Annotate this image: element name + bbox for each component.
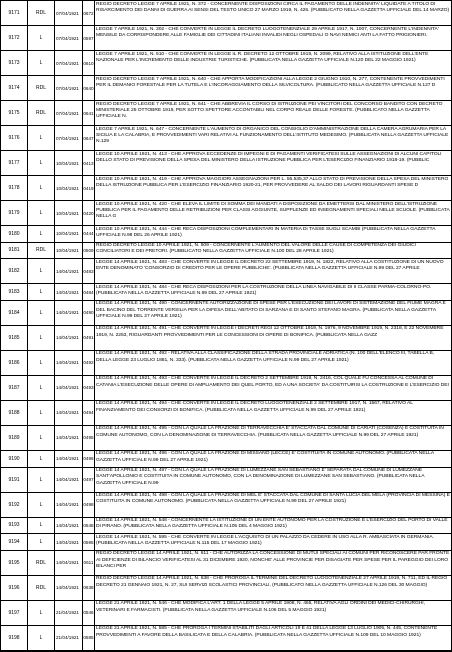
record-number: 9181 xyxy=(1,243,28,259)
table-row xyxy=(1,76,451,101)
record-number: 9177 xyxy=(1,151,28,175)
act-type: RDL xyxy=(28,551,55,575)
act-date: 14/04/1921 xyxy=(55,518,83,534)
table-row xyxy=(1,534,451,551)
act-number: 0494 xyxy=(83,401,95,425)
act-number: 0498 xyxy=(83,493,95,517)
act-type: L xyxy=(28,51,55,75)
act-number: 0585 xyxy=(83,626,95,650)
act-number: 0491 xyxy=(83,326,95,350)
act-description: LEGGE 14 APRILE 1921, N. 484 - CHE RECA DISPOSIZIONI PER LA COSTRUZIONE DELLA LINEA NAVIGABILE DI II CLASSE PARMA-COLORNO-PO. (PUBBLICATA NELLA GAZZETTA UFFICIALE N.99 DEL 27 APRILE 1921) xyxy=(96,284,432,297)
act-number: 0509 xyxy=(83,243,95,259)
table-row xyxy=(1,468,451,493)
record-number: 9182 xyxy=(1,259,28,283)
act-type: L xyxy=(28,601,55,625)
act-type: L xyxy=(28,468,55,492)
act-number: 0495 xyxy=(83,426,95,450)
act-type: L xyxy=(28,326,55,350)
table-row xyxy=(1,51,451,76)
table-row xyxy=(1,401,451,426)
table-row xyxy=(1,551,451,576)
record-number: 9172 xyxy=(1,26,28,50)
table-row xyxy=(1,426,451,451)
act-description: LEGGE 14 APRILE 1921, N. 490 - CONCERNENTE AUTORIZZAZIONE DI SPESE PER L'ESECUZIONE DEI LAVORI DI SISTEMAZIONE DEL FIUME MAGRA E DEL BACINO DEL TORRENTE VERSILIA PER LA DIFESA DELL'ABITATO DI SARZANA E DI SANTO STEFANO MAGRA. (PUBBLICATA NELLA GAZZETTA UFFICIALE N.99 DEL 27 APRILE 1921) xyxy=(96,301,446,320)
record-number: 9187 xyxy=(1,376,28,400)
act-number: 0597 xyxy=(83,26,95,50)
act-type: L xyxy=(28,376,55,400)
act-number: 0641 xyxy=(83,101,95,125)
act-number: 0492 xyxy=(83,351,95,375)
table-row xyxy=(1,351,451,376)
act-number: 0419 xyxy=(83,176,95,200)
record-number: 9180 xyxy=(1,226,28,242)
record-number: 9194 xyxy=(1,534,28,550)
act-description: LEGGE 14 APRILE 1921, N. 595 - CHE CONVERTE IN LEGGE L'ACQUISTO DI UN PALAZZO DA CEDERE IN USO ALLA R. AMBASCIATA IN GERMANIA. (PUBBLICATA NELLA GAZZETTA UFFICIALE N.115 DEL 17 MAGGIO 1921) xyxy=(96,534,434,547)
table-row xyxy=(1,26,451,51)
act-number: 0647 xyxy=(83,126,95,150)
act-description: REGIO DECRETO LEGGE 14 APRILE 1921, N. 611 - CHE AUTORIZZA LA CONCESSIONE DI MUTUI SPECIALI AI COMUNI PER RICONOSCERE PAR FRONTE AI DEFICIENZE DI BILANCIO VERIFICATESI AL 31 DICEMBRE 1920, NONCHE' ALLE PROVINCIE PER DISAGIATE PER SPESE PER IL PAREGGIO DEI LORO BILANCI PER xyxy=(96,551,450,570)
record-number: 9192 xyxy=(1,493,28,517)
act-date: 14/04/1921 xyxy=(55,301,83,325)
act-description: LEGGE 14 APRILE 1921, N. 492 - RELATIVA ALLA CLASSIFICAZIONE DELLA STRADA PROVINCIALE ADRIATICA (N. 100 DELL'ELENCO III, TABELLA B, DELLA LEGGE 23 LUGLIO 1881, N. 333). (PUBBLICATA NELLA GAZZETTA UFFICIALE N.99 DEL 27 APRILE 1921) xyxy=(96,351,435,363)
act-description: LEGGE 21 APRILE 1921, N. 585 - CHE PROROGA I TERMINI STABILITI DAGLI ARTICOLI 19 E 41 DELLA LEGGE 13 LUGLIO 1905, N. 445, CONTENENTE PROVVEDIMENTI A FAVORE DELLA BASILICATA E DELLA CALABRIA. (PUBBLICATA NELLA GAZZETTA UFFICIALE N.109 DEL 10 MAGGIO 1921) xyxy=(96,626,438,638)
act-number: 0493 xyxy=(83,376,95,400)
record-number: 9186 xyxy=(1,351,28,375)
act-type: L xyxy=(28,284,55,300)
act-number: 0610 xyxy=(83,51,95,75)
act-type: L xyxy=(28,151,55,175)
table-row xyxy=(1,176,451,201)
act-description: LEGGE 14 APRILE 1921, N. 491 - CHE CONVERTE IN LEGGE I DECRETI REGI 12 OTTOBRE 1919, N. 1976, 9 NOVEMBRE 1919, N. 2318, E 22 NOVEMBRE 1919, N. 2253, RIGUARDANTI PROVVEDIMENTI PER LE CONCESSIONI DI OPERE DI BONIFICA. (PUBBLICATA NELLA GAZZ xyxy=(96,326,444,338)
table-row xyxy=(1,101,451,126)
act-description: LEGGE 14 APRILE 1921, N. 483 - CHE CONVERTE IN LEGGE IL DECRETO 22 SETTEMBRE 1919, N. 1822, RELATIVO ALLA COSTITUZIONE DI UN NUOVO ENTE DENOMINATO 'CONSORZIO DI CREDITO PER LE OPERE PUBBLICHE'. (PUBBLICATA NELLA GAZZETTA UFFICIALE N.99 DEL 27 APRILE xyxy=(96,259,444,272)
act-type: L xyxy=(28,351,55,375)
act-number: 0484 xyxy=(83,284,95,300)
act-description: REGIO DECRETO LEGGE 10 APRILE 1921, N. 509 - CONCERNENTE L'AUMENTO DEL VALORE DELLE CAUSE DI COMPETENZA DEI GIUDICI CONCILIATORI E DEI PRETORI. (PUBBLICATO NELLA GAZZETTA UFFICIALE N.100 DEL 28 APRILE 1921) xyxy=(96,243,416,255)
act-type: L xyxy=(28,126,55,150)
record-number: 9188 xyxy=(1,401,28,425)
act-date: 10/04/1921 xyxy=(55,201,83,225)
record-number: 9171 xyxy=(1,1,28,25)
record-number: 9183 xyxy=(1,284,28,300)
act-date: 14/04/1921 xyxy=(55,426,83,450)
act-date: 21/04/1921 xyxy=(55,601,83,625)
table-row xyxy=(1,576,451,601)
record-number: 9190 xyxy=(1,451,28,467)
act-number: 0420 xyxy=(83,201,95,225)
act-number: 0444 xyxy=(83,226,95,242)
act-date: 14/04/1921 xyxy=(55,551,83,575)
act-type: L xyxy=(28,426,55,450)
table-row xyxy=(1,151,451,176)
act-description: LEGGE 10 APRILE 1921, N. 413 - CHE APPROVA ECCEDENZE DI IMPEGNI E DI PAGAMENTI VERIFICATESI SULLE ASSEGNAZIONI DI ALCUNI CAPITOLI DELLO STATO DI PREVISIONE DELLA SPESA DEL MINISTERO DELLA ISTRUZIONE PUBBLICA PER L'ESERCIZIO FINANZIARIO 1918-19. (PUBBLIC xyxy=(96,151,442,163)
table-row xyxy=(1,601,451,626)
act-number: 0611 xyxy=(83,551,95,575)
act-date: 14/04/1921 xyxy=(55,468,83,492)
record-number: 9179 xyxy=(1,201,28,225)
act-description: LEGGE 10 APRILE 1921, N. 419 - CHE APPROVA MAGGIORI ASSEGNAZIONI PER L. 55.535,37 ALLO STATO DI PREVISIONE DELLA SPESA DEL MINISTERO DELLA ISTRUZIONE PUBBLICA PER L'ESERCIZIO FINANZIARIO 1920-21, PER PROVVEDERE AL SALDO DEI LAVORI RIGUARDANTI SPESE D xyxy=(96,176,449,188)
act-type: L xyxy=(28,201,55,225)
act-description: REGIO DECRETO LEGGE 7 APRILE 1921, N. 641 - CHE ABBREVIA IL CORSO DI ISTRUZIONE PEI VINCITORI DEL CONCORSO BANDITO CON DECRETO MINISTERIALE 25 OTTOBRE 1919, PER SOTTO SPETTORE ACCONTABILI NEL CORPO REALE DELLE FORESTE. (PUBBLICATO NELLA GAZZETTA UFFICIALE N. xyxy=(96,101,443,120)
act-number: 0413 xyxy=(83,151,95,175)
act-description: LEGGE 14 APRILE 1921, N. 498 - CON LA QUALE LA FRAZIONE DI MEL E' STACCATA DAL COMUNE DI SANTA LUCIA DEL MELA (PROVINCIA DI MESSINA) E COSTITUITA IN COMUNE AUTONOMO. (PUBBLICATA NELLA GAZZETTA UFFICIALE N.99 DEL 27 APRILE 1921) xyxy=(96,493,450,505)
act-date: 10/04/1921 xyxy=(55,151,83,175)
act-number: 0548 xyxy=(83,518,95,534)
act-type: L xyxy=(28,26,55,50)
act-date: 14/04/1921 xyxy=(55,401,83,425)
act-description: REGIO DECRETO LEGGE 7 APRILE 1921, N. 372 - CONCERNENTE DISPOSIZIONI CIRCA IL PAGAMENTO DELLE INDENNITA' LIQUIDATE A TITOLO DI RISARCIMENTO DEI DANNI DI GUERRA AI SENSI DEL TESTO UNICO 27 MARZO 1919, N. 426. (PUBBLICATO NELLA GAZZETTA UFFICIALE DEL 14 MARZO) xyxy=(96,1,450,13)
act-date: 14/04/1921 xyxy=(55,576,83,600)
act-type: L xyxy=(28,626,55,650)
table-row xyxy=(1,201,451,226)
act-date: 07/04/1921 xyxy=(55,1,83,25)
act-date: 07/04/1921 xyxy=(55,76,83,100)
record-number: 9193 xyxy=(1,518,28,534)
act-type: L xyxy=(28,493,55,517)
act-date: 14/04/1921 xyxy=(55,326,83,350)
table-row xyxy=(1,226,451,243)
act-date: 07/04/1921 xyxy=(55,51,83,75)
act-type: RDL xyxy=(28,1,55,25)
act-description: REGIO DECRETO LEGGE 7 APRILE 1921, N. 640 - CHE APPORTA MODIFICAZIONI ALLA LEGGE 2 GIUGNO 1910, N. 277, CONTENENTE PROVVEDIMENTI PER IL DEMANIO FORESTALE PER LA TUTELA E L'INCORAGGIAMENTO DELLA SILVICOLTURA. (PUBBLICATO NELLA GAZZETTA UFFICIALE N.127 D xyxy=(96,76,445,88)
act-type: L xyxy=(28,401,55,425)
record-number: 9174 xyxy=(1,76,28,100)
act-description: LEGGE 14 APRILE 1921, N. 493 - CHE CONVERTE IN LEGGE IL DECRETO 2 SETTEMBRE 1919, N. 2416, COL QUALE FU CONCESSA AL COMUNE DI CATANIA L'ESECUZIONE DELLE OPERE DI AMPLIAMENTO DEI QUEL PORTO, ED A UNA SOCIETA' DA COSTITUIRSI LA COSTRUZIONE E L'ESERCIZIO DEI xyxy=(96,376,449,388)
act-description: LEGGE 10 APRILE 1921, N. 444 - CHE RECA DISPOSIZIONI COMPLEMENTARI IN MATERIA DI TASSE SUGLI SCAMBI (PUBBLICATA NELLA GAZZETTA UFFICIALE N.98 DEL 26 APRILE 1921) xyxy=(96,226,436,238)
act-description: LEGGE 14 APRILE 1921, N. 495 - CON LA QUALE LA FRAZIONE DI TERRAVECCHIA E' STACCATA DAL COMUNE DI CARIATI (COSENZA) E COSTITUITA IN COMUNE AUTONOMO, CON LA DENOMINAZIONE DI TERRAVECCHIA. (PUBBLICATA NELLA GAZZETTA UFFICIALE N.99 DEL 27 APRILE 1921) xyxy=(96,426,444,438)
table-row xyxy=(1,518,451,535)
act-description: LEGGE 7 APRILE 1921, N. 647 - CONCERNENTE L'AUMENTO DI ORGANICO DEL CONSIGLIO D'AMMINISTRAZIONE DELLA CAMERA AGRUMARIA PER LA SICILIA E LA CALABRIA, E PROVVEDIMENTI VARI RELATIVI AL FUNZIONAMENTO DELL'ISTITUTO MEDESIMO. (PUBBLICATA NELLA GAZZETTA UFFICIALE N.129 xyxy=(96,126,449,145)
act-description: LEGGE 14 APRILE 1921, N. 496 - CON LA QUALE LA FRAZIONE DI MISSANO (LECCE) E' COSTITUITA IN COMUNE AUTONOMO. (PUBBLICATA NELLA GAZZETTA UFFICIALE N.99 DEL 27 APRILE 1921) xyxy=(96,451,434,463)
act-description: LEGGE 14 APRILE 1921, N. 548 - CONCERNENTE LA ISTITUZIONE DI UN ENTE AUTONOMO PER LA COSTRUZIONE E L'ESERCIZIO DEL PORTO DI VALLE DI PIRANO. (PUBBLICATA NELLA GAZZETTA UFFICIALE N.105 DEL 4 MAGGIO 1921) xyxy=(96,518,448,530)
act-date: 21/04/1921 xyxy=(55,626,83,650)
table-row xyxy=(1,451,451,468)
table-row xyxy=(1,1,451,26)
act-type: RDL xyxy=(28,576,55,600)
act-number: 0496 xyxy=(83,451,95,467)
act-date: 07/04/1921 xyxy=(55,126,83,150)
act-type: L xyxy=(28,451,55,467)
table-row xyxy=(1,326,451,351)
act-date: 10/04/1921 xyxy=(55,243,83,259)
act-description: LEGGE 7 APRILE 1921, N. 510 - CHE CONVERTE IN LEGGE IL R. DECRETO 12 OTTOBRE 1919, N. 2099, RELATIVO ALLA ISTITUZIONE DELL'ENTE NAZIONALE PER L'INCREMENTO DELLE INDUSTRIE TURISTICHE. (PUBBLICATA NELLA GAZZETTA UFFICIALE N.120 DEL 22 MAGGIO 1921) xyxy=(96,51,429,63)
act-date: 14/04/1921 xyxy=(55,376,83,400)
act-type: L xyxy=(28,534,55,550)
act-date: 14/04/1921 xyxy=(55,351,83,375)
record-number: 9176 xyxy=(1,126,28,150)
act-description: LEGGE 10 APRILE 1921, N. 420 - CHE ELEVA IL LIMITE DI SOMMA DEI MANDATI A DISPOSIZIONE DA EMETTERSI DAL MINISTERO DELL'ISTRUZIONE PUBBLICA PER IL PAGAMENTO DELLE RETRIBUZIONI PER CLASSI AGGIUNTE, SUPPLENZE ED INSEGNAMENTI SPECIALI NELLE SCUOLE. (PUBBLICATA NELLA G xyxy=(96,201,450,220)
act-date: 14/04/1921 xyxy=(55,534,83,550)
table-row xyxy=(1,493,451,518)
act-date: 14/04/1921 xyxy=(55,284,83,300)
act-description: LEGGE 14 APRILE 1921, N. 497 - CON LA QUALE LA FRAZIONE DI LUMEZZANE SAN SEBASTIANO E' SEPARATA DAL COMUNE DI LUMEZZANE SANT'APOLLONIO E COSTITUITA IN COMUNE AUTONOMO, CON LA DENOMINAZIONE DI LUMEZZANE SAN SEBASTIANO. (PUBBLICATA NELLA GAZZETTA UFFICIALE N.99 xyxy=(96,468,425,486)
record-number: 9198 xyxy=(1,626,28,650)
table-row xyxy=(1,301,451,326)
record-number: 9197 xyxy=(1,601,28,625)
act-description: LEGGE 21 APRILE 1921, N. 546 - CHE MODIFICA L'ART. 1 DELLA LEGGE 5 APRILE 1908, N. 465, RELATIVA AGLI ORDINI DEI MEDICI-CHIRURGHI, VETERINARI E FARMACISTI. (PUBBLICATA NELLA GAZZETTA UFFICIALE N.106 DEL 5 MAGGIO 1921) xyxy=(96,601,425,613)
act-number: 0638 xyxy=(83,576,95,600)
act-description: LEGGE 7 APRILE 1921, N. 302 - CHE CONVERTE IN LEGGE IL DECRETO LUOGOTENENZIALE 29 APRILE 1917, N. 1007, CONCERNENTE L'INDENNITA' MENSILE DA CORRISPONDERE ALLE FAMIGLIE DEI CITTADINI ITALIANI INVALIDI NEGLI OSPEDALI O NAVI NEMICI ANTI LA FATTO PRIGIONIERI. xyxy=(96,26,439,38)
act-date: 07/04/1921 xyxy=(55,101,83,125)
act-date: 10/04/1921 xyxy=(55,226,83,242)
act-type: RDL xyxy=(28,243,55,259)
act-description: REGIO DECRETO LEGGE 14 APRILE 1921, N. 638 - CHE PROROGA IL TERMINE DEL DECRETO LUOGOTENENZIALE 27 APRILE 1919, N. 711, ED IL REGIO DECRETO 21 GENNAIO 1921, N. 27, SUI SERVIZI SCOLASTICI PROVINCIALI. (PUBBLICATO NELLA GAZZETTA UFFICIALE N.126 DEL 30 MAGGIO) xyxy=(96,576,448,588)
act-number: 0490 xyxy=(83,301,95,325)
act-number: 0483 xyxy=(83,259,95,283)
act-date: 07/04/1921 xyxy=(55,26,83,50)
record-number: 9191 xyxy=(1,468,28,492)
record-number: 9175 xyxy=(1,101,28,125)
record-number: 9185 xyxy=(1,326,28,350)
act-number: 0546 xyxy=(83,601,95,625)
record-number: 9189 xyxy=(1,426,28,450)
table-row xyxy=(1,626,451,651)
act-type: L xyxy=(28,518,55,534)
act-type: RDL xyxy=(28,101,55,125)
act-date: 14/04/1921 xyxy=(55,493,83,517)
record-number: 9195 xyxy=(1,551,28,575)
record-number: 9178 xyxy=(1,176,28,200)
act-number: 0672 xyxy=(83,1,95,25)
record-number: 9173 xyxy=(1,51,28,75)
table-row xyxy=(1,126,451,151)
act-number: 0497 xyxy=(83,468,95,492)
act-date: 14/04/1921 xyxy=(55,259,83,283)
record-number: 9196 xyxy=(1,576,28,600)
table-row xyxy=(1,376,451,401)
act-description: LEGGE 14 APRILE 1921, N. 494 - CHE CONVERTE IN LEGGE IL DECRETO LUOGOTENENZIALE 2 SETTEMBRE 1917, N. 1567, RELATIVO AL FINANZIAMENTO DEI CONSORZI DI BONIFICA. (PUBBLICATA NELLA GAZZETTA UFFICIALE N.99 DEL 27 APRILE 1921) xyxy=(96,401,413,413)
act-date: 14/04/1921 xyxy=(55,451,83,467)
legislation-table xyxy=(1,1,451,651)
table-row xyxy=(1,259,451,284)
act-type: L xyxy=(28,301,55,325)
table-row xyxy=(1,284,451,301)
act-type: RDL xyxy=(28,76,55,100)
act-number: 0595 xyxy=(83,534,95,550)
act-type: L xyxy=(28,176,55,200)
act-type: L xyxy=(28,259,55,283)
record-number: 9184 xyxy=(1,301,28,325)
act-date: 10/04/1921 xyxy=(55,176,83,200)
act-number: 0640 xyxy=(83,76,95,100)
act-type: L xyxy=(28,226,55,242)
table-row xyxy=(1,243,451,260)
